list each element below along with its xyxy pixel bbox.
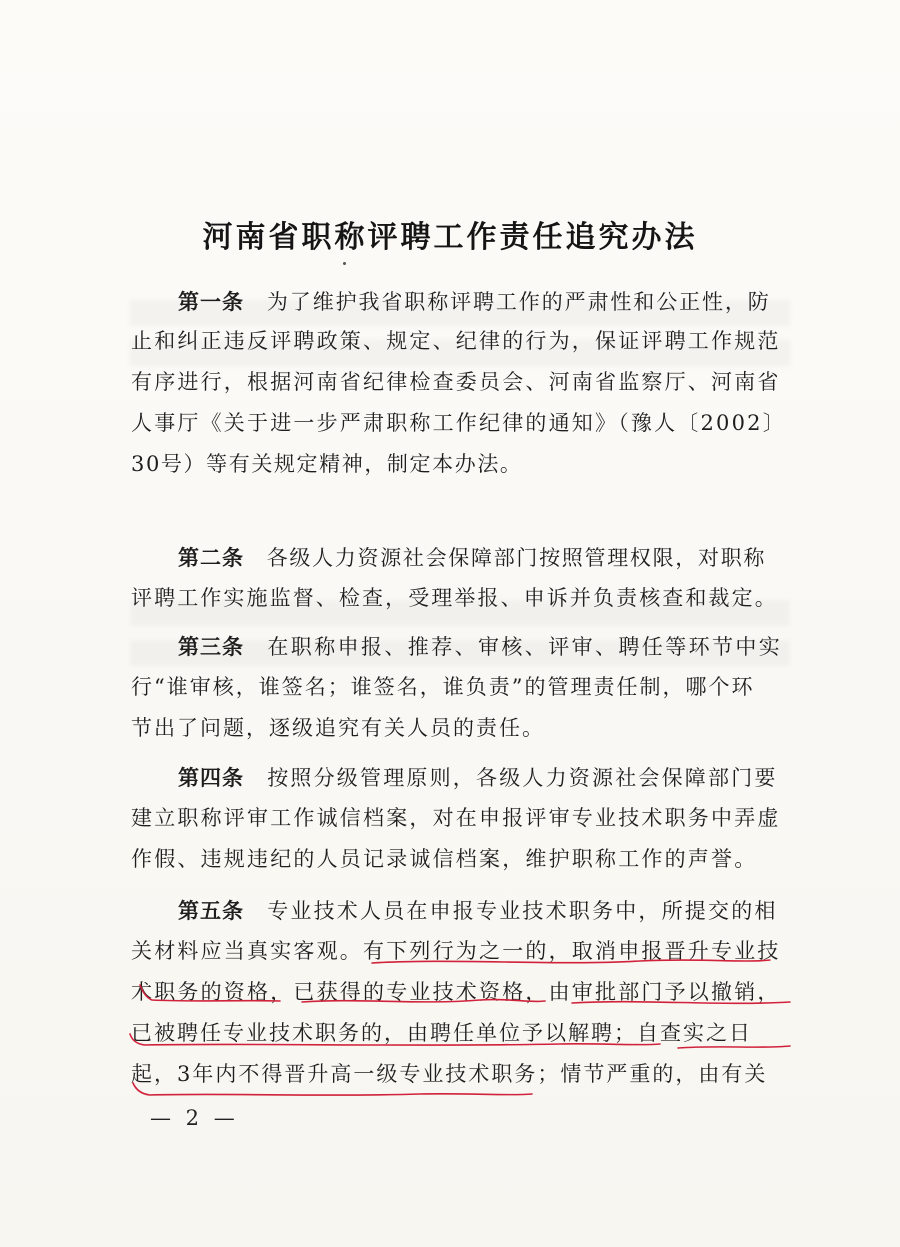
text-line: 作假、违规违纪的人员记录诚信档案，维护职称工作的声誉。	[131, 847, 758, 871]
line-text: 为了维护我省职称评聘工作的严肃性和公正性，防	[266, 290, 771, 314]
underline-mark	[133, 1083, 532, 1095]
article-heading: 第四条	[178, 765, 244, 790]
text-line: 关材料应当真实客观。有下列行为之一的，取消申报晋升专业技	[131, 939, 781, 963]
line-text: 各级人力资源社会保障部门按照管理权限，对职称	[266, 546, 767, 570]
underline-mark	[572, 1002, 790, 1004]
underline-mark	[302, 1000, 545, 1002]
text-line: 起，3年内不得晋升高一级专业技术职务；情节严重的，由有关	[131, 1062, 768, 1086]
text-line: 术职务的资格，已获得的专业技术资格，由审批部门予以撤销，	[131, 980, 781, 1004]
text-line: 已被聘任专业技术职务的，由聘任单位予以解聘；自查实之日	[131, 1021, 752, 1045]
underline-mark	[372, 960, 770, 963]
text-line: 节出了问题，逐级追究有关人员的责任。	[131, 716, 545, 740]
text-line: 30号）等有关规定精神，制定本办法。	[131, 452, 523, 476]
article-heading: 第三条	[178, 634, 244, 659]
page-number: — 2 —	[150, 1106, 239, 1130]
document-title: 河南省职称评聘工作责任追究办法	[202, 220, 698, 255]
text-line: 有序进行，根据河南省纪律检查委员会、河南省监察厅、河南省	[131, 370, 781, 394]
text-line: 止和纠正违反评聘政策、规定、纪律的行为，保证评聘工作规范	[131, 329, 781, 353]
underline-mark	[140, 985, 280, 1001]
underline-mark	[678, 1046, 790, 1048]
article-heading: 第二条	[178, 545, 244, 570]
line-text: 在职称申报、推荐、审核、评审、聘任等环节中实	[267, 635, 783, 659]
text-line: 评聘工作实施监督、检查，受理举报、申诉并负责核查和裁定。	[131, 586, 778, 610]
text-line: 建立职称评审工作诚信档案，对在申报评审专业技术职务中弄虚	[131, 806, 781, 830]
article-heading: 第五条	[178, 898, 244, 923]
line-text: 按照分级管理原则，各级人力资源社会保障部门要	[267, 766, 778, 790]
line-text: 专业技术人员在申报专业技术职务中，所提交的相	[267, 899, 778, 923]
article-heading: 第一条	[178, 289, 244, 314]
text-line: 行“谁审核，谁签名；谁签名，谁负责”的管理责任制，哪个环	[131, 675, 755, 699]
underline-mark	[130, 1034, 660, 1045]
text-line: 人事厅《关于进一步严肃职称工作纪律的通知》（豫人〔2002〕	[131, 411, 786, 435]
